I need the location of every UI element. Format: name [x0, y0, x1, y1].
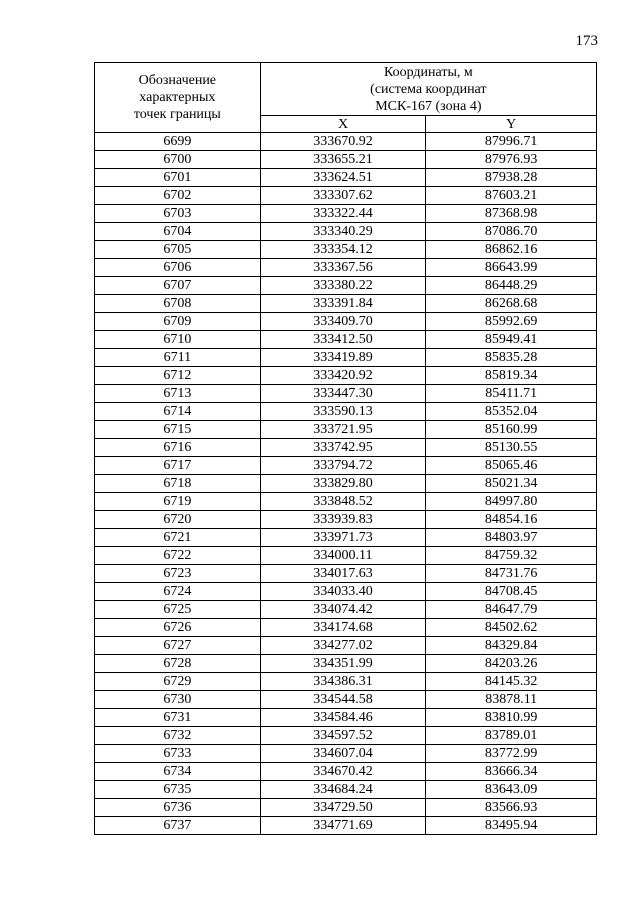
point-designation-header	[95, 63, 261, 133]
y-coordinate-cell: 83643.09	[426, 781, 597, 799]
point-cell: 6715	[95, 421, 261, 439]
point-cell: 6737	[95, 817, 261, 835]
table-row	[95, 817, 597, 835]
table-row	[95, 655, 597, 673]
point-cell: 6727	[95, 637, 261, 655]
x-coordinate-cell: 333848.52	[260, 493, 426, 511]
y-coordinate-cell: 87976.93	[426, 151, 597, 169]
table-row	[95, 763, 597, 781]
x-column-header: X	[260, 116, 426, 133]
x-coordinate-cell: 334597.52	[260, 727, 426, 745]
table-row	[95, 475, 597, 493]
x-coordinate-cell: 334351.99	[260, 655, 426, 673]
x-coordinate-cell: 333391.84	[260, 295, 426, 313]
table-row	[95, 385, 597, 403]
x-coordinate-cell: 333721.95	[260, 421, 426, 439]
table-row	[95, 295, 597, 313]
table-row	[95, 673, 597, 691]
y-coordinate-cell: 85992.69	[426, 313, 597, 331]
point-cell: 6706	[95, 259, 261, 277]
table-row	[95, 331, 597, 349]
x-coordinate-cell: 334684.24	[260, 781, 426, 799]
y-coordinate-cell: 84329.84	[426, 637, 597, 655]
x-coordinate-cell: 333829.80	[260, 475, 426, 493]
point-cell: 6702	[95, 187, 261, 205]
table-row	[95, 745, 597, 763]
y-coordinate-cell: 83566.93	[426, 799, 597, 817]
point-cell: 6701	[95, 169, 261, 187]
y-coordinate-cell: 85021.34	[426, 475, 597, 493]
y-coordinate-cell: 87996.71	[426, 133, 597, 151]
y-coordinate-cell: 85949.41	[426, 331, 597, 349]
table-row	[95, 367, 597, 385]
x-coordinate-cell: 334074.42	[260, 601, 426, 619]
table-row	[95, 619, 597, 637]
point-cell: 6730	[95, 691, 261, 709]
x-coordinate-cell: 333655.21	[260, 151, 426, 169]
y-coordinate-cell: 84145.32	[426, 673, 597, 691]
x-coordinate-cell: 333939.83	[260, 511, 426, 529]
table-row	[95, 601, 597, 619]
y-coordinate-cell: 86643.99	[426, 259, 597, 277]
point-cell: 6721	[95, 529, 261, 547]
y-coordinate-cell: 87368.98	[426, 205, 597, 223]
table-row	[95, 727, 597, 745]
x-coordinate-cell: 333670.92	[260, 133, 426, 151]
table-row	[95, 241, 597, 259]
x-coordinate-cell: 334277.02	[260, 637, 426, 655]
table-row	[95, 511, 597, 529]
table-body	[95, 133, 597, 835]
y-coordinate-cell: 84803.97	[426, 529, 597, 547]
x-coordinate-cell: 334544.58	[260, 691, 426, 709]
y-coordinate-cell: 83878.11	[426, 691, 597, 709]
coordinates-header	[260, 63, 596, 116]
table-row	[95, 457, 597, 475]
x-coordinate-cell: 333971.73	[260, 529, 426, 547]
y-coordinate-cell: 83789.01	[426, 727, 597, 745]
point-cell: 6712	[95, 367, 261, 385]
table-row	[95, 169, 597, 187]
table-row	[95, 277, 597, 295]
point-cell: 6699	[95, 133, 261, 151]
point-cell: 6736	[95, 799, 261, 817]
y-coordinate-cell: 87938.28	[426, 169, 597, 187]
table-row	[95, 205, 597, 223]
y-coordinate-cell: 86268.68	[426, 295, 597, 313]
table-row	[95, 223, 597, 241]
x-coordinate-cell: 333322.44	[260, 205, 426, 223]
coords-header-line: МСК-167 (зона 4)	[375, 98, 482, 114]
y-coordinate-cell: 87086.70	[426, 223, 597, 241]
point-header-line: точек границы	[133, 107, 221, 122]
point-cell: 6729	[95, 673, 261, 691]
point-cell: 6728	[95, 655, 261, 673]
x-coordinate-cell: 334584.46	[260, 709, 426, 727]
point-cell: 6732	[95, 727, 261, 745]
table-row	[95, 421, 597, 439]
x-coordinate-cell: 333590.13	[260, 403, 426, 421]
point-cell: 6723	[95, 565, 261, 583]
table-row	[95, 313, 597, 331]
y-coordinate-cell: 86862.16	[426, 241, 597, 259]
y-coordinate-cell: 85065.46	[426, 457, 597, 475]
x-coordinate-cell: 333409.70	[260, 313, 426, 331]
x-coordinate-cell: 333380.22	[260, 277, 426, 295]
x-coordinate-cell: 333340.29	[260, 223, 426, 241]
y-coordinate-cell: 83810.99	[426, 709, 597, 727]
table-row	[95, 439, 597, 457]
x-coordinate-cell: 333742.95	[260, 439, 426, 457]
y-coordinate-cell: 85411.71	[426, 385, 597, 403]
point-cell: 6717	[95, 457, 261, 475]
coords-header-line: Координаты, м	[383, 64, 473, 80]
y-column-header: Y	[426, 116, 597, 133]
y-coordinate-cell: 84203.26	[426, 655, 597, 673]
table-row	[95, 583, 597, 601]
table-row	[95, 709, 597, 727]
table-row	[95, 187, 597, 205]
point-cell: 6707	[95, 277, 261, 295]
y-coordinate-cell: 84647.79	[426, 601, 597, 619]
x-coordinate-cell: 334017.63	[260, 565, 426, 583]
x-coordinate-cell: 333367.56	[260, 259, 426, 277]
x-coordinate-cell: 334670.42	[260, 763, 426, 781]
x-coordinate-cell: 334607.04	[260, 745, 426, 763]
point-header-line: Обозначение	[138, 73, 217, 88]
point-cell: 6711	[95, 349, 261, 367]
y-coordinate-cell: 85160.99	[426, 421, 597, 439]
x-coordinate-cell: 334000.11	[260, 547, 426, 565]
coords-header-line: (система координат	[370, 81, 487, 97]
point-cell: 6726	[95, 619, 261, 637]
point-cell: 6733	[95, 745, 261, 763]
point-cell: 6720	[95, 511, 261, 529]
table-row	[95, 565, 597, 583]
y-coordinate-cell: 84708.45	[426, 583, 597, 601]
y-coordinate-cell: 85352.04	[426, 403, 597, 421]
x-coordinate-cell: 333419.89	[260, 349, 426, 367]
y-coordinate-cell: 85819.34	[426, 367, 597, 385]
y-coordinate-cell: 84731.76	[426, 565, 597, 583]
point-cell: 6722	[95, 547, 261, 565]
table-row	[95, 133, 597, 151]
table-row	[95, 349, 597, 367]
table-row	[95, 493, 597, 511]
point-header-line: характерных	[139, 90, 216, 105]
table-row	[95, 259, 597, 277]
x-coordinate-cell: 334729.50	[260, 799, 426, 817]
table-row	[95, 799, 597, 817]
x-coordinate-cell: 334174.68	[260, 619, 426, 637]
x-coordinate-cell: 334386.31	[260, 673, 426, 691]
x-coordinate-cell: 334033.40	[260, 583, 426, 601]
x-coordinate-cell: 333447.30	[260, 385, 426, 403]
y-coordinate-cell: 86448.29	[426, 277, 597, 295]
table-row	[95, 403, 597, 421]
y-coordinate-cell: 83666.34	[426, 763, 597, 781]
table-row	[95, 151, 597, 169]
point-cell: 6724	[95, 583, 261, 601]
x-coordinate-cell: 333794.72	[260, 457, 426, 475]
x-coordinate-cell: 333412.50	[260, 331, 426, 349]
y-coordinate-cell: 87603.21	[426, 187, 597, 205]
point-cell: 6735	[95, 781, 261, 799]
y-coordinate-cell: 83495.94	[426, 817, 597, 835]
y-coordinate-cell: 84502.62	[426, 619, 597, 637]
table-row	[95, 547, 597, 565]
x-coordinate-cell: 334771.69	[260, 817, 426, 835]
x-coordinate-cell: 333307.62	[260, 187, 426, 205]
point-cell: 6716	[95, 439, 261, 457]
point-cell: 6731	[95, 709, 261, 727]
point-cell: 6708	[95, 295, 261, 313]
x-coordinate-cell: 333354.12	[260, 241, 426, 259]
y-coordinate-cell: 84854.16	[426, 511, 597, 529]
point-cell: 6725	[95, 601, 261, 619]
point-cell: 6719	[95, 493, 261, 511]
y-coordinate-cell: 84997.80	[426, 493, 597, 511]
point-cell: 6704	[95, 223, 261, 241]
point-cell: 6714	[95, 403, 261, 421]
table-row	[95, 691, 597, 709]
table-row	[95, 529, 597, 547]
point-cell: 6705	[95, 241, 261, 259]
point-cell: 6718	[95, 475, 261, 493]
y-coordinate-cell: 85130.55	[426, 439, 597, 457]
point-cell: 6713	[95, 385, 261, 403]
y-coordinate-cell: 83772.99	[426, 745, 597, 763]
x-coordinate-cell: 333624.51	[260, 169, 426, 187]
point-cell: 6703	[95, 205, 261, 223]
x-coordinate-cell: 333420.92	[260, 367, 426, 385]
y-coordinate-cell: 84759.32	[426, 547, 597, 565]
point-cell: 6710	[95, 331, 261, 349]
point-cell: 6700	[95, 151, 261, 169]
page-number: 173	[575, 33, 598, 49]
point-cell: 6709	[95, 313, 261, 331]
coordinates-table	[94, 62, 597, 835]
table-row	[95, 781, 597, 799]
point-cell: 6734	[95, 763, 261, 781]
table-row	[95, 637, 597, 655]
y-coordinate-cell: 85835.28	[426, 349, 597, 367]
